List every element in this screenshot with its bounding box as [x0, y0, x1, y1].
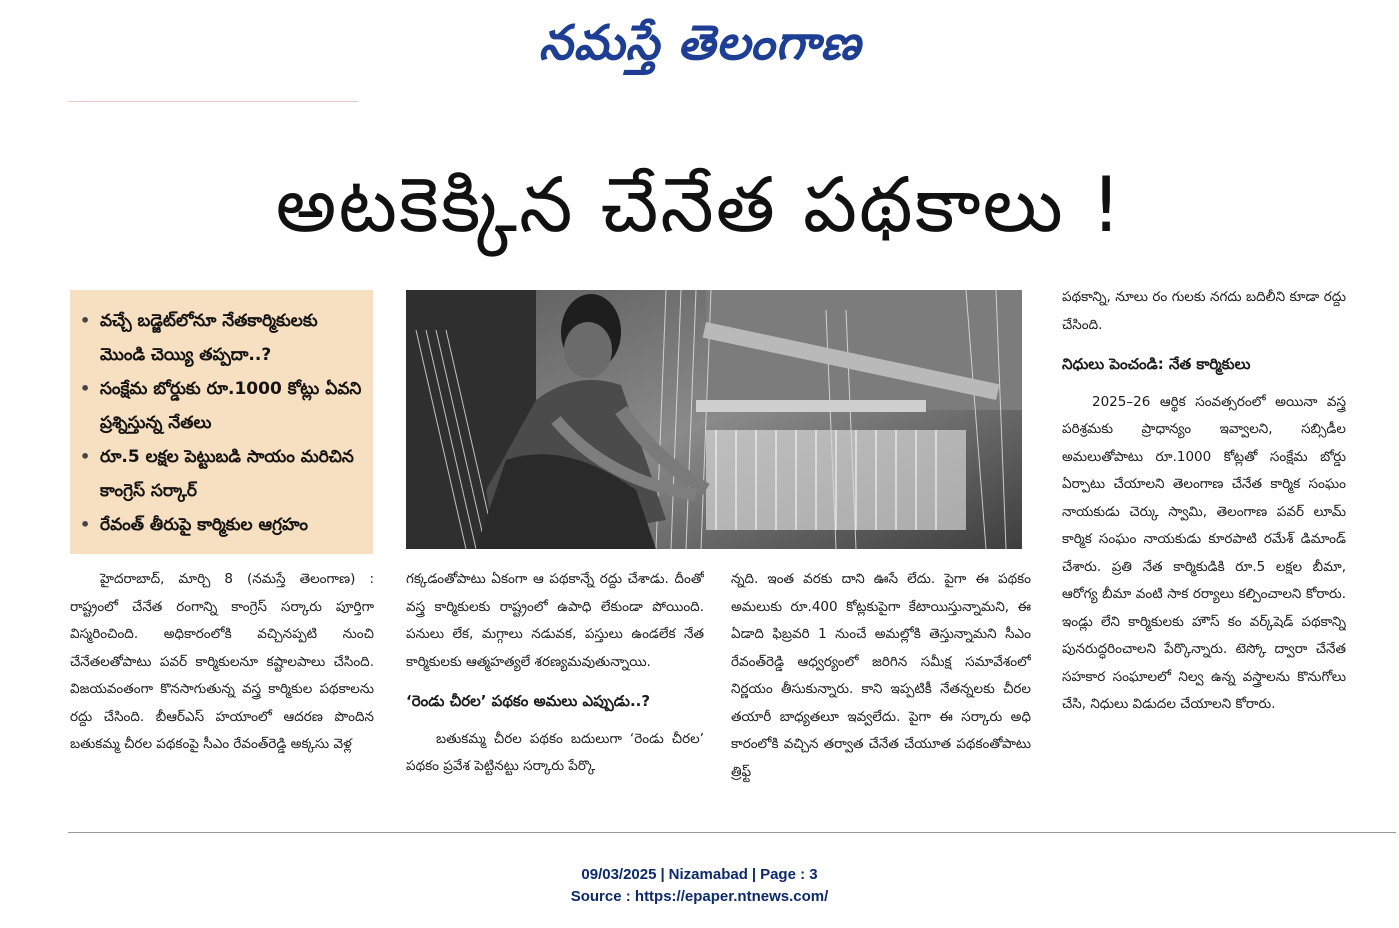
highlight-item: • వచ్చే బడ్జెట్‌లోనూ నేతకార్మికులకు మొండి చెయ్యి తప్పదా..?: [76, 304, 363, 372]
article-paragraph: పథకాన్ని, నూలు రం గులకు నగదు బదిలీని కూడా రద్దు చేసింది.: [1062, 289, 1346, 333]
highlight-item: • రేవంత్ తీరుపై కార్మికుల ఆగ్రహం: [76, 508, 363, 542]
bullet-icon: •: [80, 379, 91, 398]
highlight-item: • రూ.5 లక్షల పెట్టుబడి సాయం మరిచిన కాంగ్రెస్ సర్కార్: [76, 440, 363, 508]
article-column-4: [1062, 284, 1346, 814]
masthead-logo: నమస్తే తెలంగాణ: [538, 15, 862, 71]
weaver-photo: [406, 290, 1022, 549]
article-paragraph: గక్కడంతోపాటు ఏకంగా ఆ పథకాన్నే రద్దు చేశాడు. దీంతో వస్త్ర కార్మికులకు రాష్ట్రంలో ఉపాధి లేకుండా పోయింది. పనులు లేక, మగ్గాలు నడువక, పస్తులు ఉండలేక నేత కార్మికులకు ఆత్మహత్యలే శరణ్యమవుతున్నాయి.: [406, 571, 704, 670]
article-paragraph: 2025–26 ఆర్థిక సంవత్సరంలో అయినా వస్త్ర పరిశ్రమకు ప్రాధాన్యం ఇవ్వాలని, సబ్సిడీల అమలుతోపాటు రూ.1000 కోట్లతో సంక్షేమ బోర్డు ఏర్పాటు చేయాలని తెలంగాణ చేనేత కార్మిక సంఘం నాయకుడు చెర్కు స్వామి, తెలంగాణ పవర్ లూమ్ కార్మిక సంఘం నాయకుడు కూరపాటి రమేశ్ డిమాండ్ చేశారు. ప్రతి నేత కార్మికుడికి రూ.5 లక్షల బీమా, ఆరోగ్య బీమా వంటి సాక రర్యాలు కల్పించాలని కోరారు. ఇండ్లు లేని కార్మికులకు హౌస్ కం వర్క్‌షెడ్ పథకాన్ని పునరుద్ధరించాలని పేర్కొన్నారు. టెస్కో ద్వారా చేనేత సహకార సంఘాలలో నిల్వ ఉన్న వస్త్రాలను కొనుగోలు చేసి, నిధులు విడుదల చేయాలని కోరారు.: [1062, 393, 1346, 712]
footer-source[interactable]: Source : https://epaper.ntnews.com/: [570, 888, 829, 905]
bullet-icon: •: [80, 515, 91, 534]
article-subhead: ‘రెండు చీరల’ పథకం అమలు ఎప్పుడు..?: [406, 692, 651, 710]
headline: అటకెక్కిన చేనేత పథకాలు !: [275, 160, 1124, 249]
handloom-weaver-image: [406, 290, 1022, 549]
article-paragraph: న్నది. ఇంత వరకు దాని ఊసే లేదు. పైగా ఈ పథకం అమలుకు రూ.400 కోట్లకుపైగా కేటాయిస్తున్నామని, ఈ ఏడాది ఫిబ్రవరి 1 నుంచే అమల్లోకి తెస్తున్నామని సీఎం రేవంత్‌రెడ్డి ఆధ్వర్యంలో జరిగిన సమీక్ష సమావేశంలో నిర్ణయం తీసుకున్నారు. కాని ఇప్పటికీ నేతన్నలకు చీరల తయారీ బాధ్యతలూ ఇవ్వలేదు. పైగా ఈ సర్కారు అధి కారంలోకి వచ్చిన తర్వాత చేనేత చేయూత పథకంతోపాటు త్రిఫ్ట్: [731, 571, 1031, 780]
footer-meta: 09/03/2025 | Nizamabad | Page : 3: [581, 866, 818, 883]
article-subhead: నిధులు పెంచండి: నేత కార్మికులు: [1062, 355, 1251, 373]
top-divider: [68, 101, 358, 102]
bullet-icon: •: [80, 311, 91, 330]
article-paragraph: బతుకమ్మ చీరల పథకం బదులుగా ‘రెండు చీరల’ పథకం ప్రవేశ పెట్టినట్టు సర్కారు పేర్కొ: [406, 730, 704, 774]
article-column-3: [731, 566, 1031, 820]
article-column-2: [406, 566, 704, 820]
page-footer: [0, 864, 1399, 908]
footer-edition: Nizamabad: [668, 866, 748, 883]
bullet-icon: •: [80, 447, 91, 466]
article-column-1: [70, 566, 374, 820]
article-paragraph: హైదరాబాద్, మార్చి 8 (నమస్తే తెలంగాణ) : రాష్ట్రంలో చేనేత రంగాన్ని కాంగ్రెస్ సర్కారు పూర్తిగా విస్మరించింది. అధికారంలోకి వచ్చినప్పటి నుంచి చేనేతలతోపాటు పవర్ కార్మికులనూ కష్టాలపాలు చేసింది. విజయవంతంగా కొనసాగుతున్న వస్త్ర కార్మికుల పథకాలను రద్దు చేసింది. బీఆర్‌ఎస్ హయాంలో ఆదరణ పొందిన బతుకమ్మ చీరల పథకంపై సీఎం రేవంత్‌రెడ్డి అక్కసు వెళ్ల: [70, 571, 374, 752]
footer-date: 09/03/2025: [581, 866, 657, 883]
highlights-box: [70, 290, 373, 554]
highlight-item: • సంక్షేమ బోర్డుకు రూ.1000 కోట్లు ఏవని ప్రశ్నిస్తున్న నేతలు: [76, 372, 363, 440]
footer-page: Page : 3: [760, 866, 818, 883]
bottom-divider: [68, 832, 1396, 833]
